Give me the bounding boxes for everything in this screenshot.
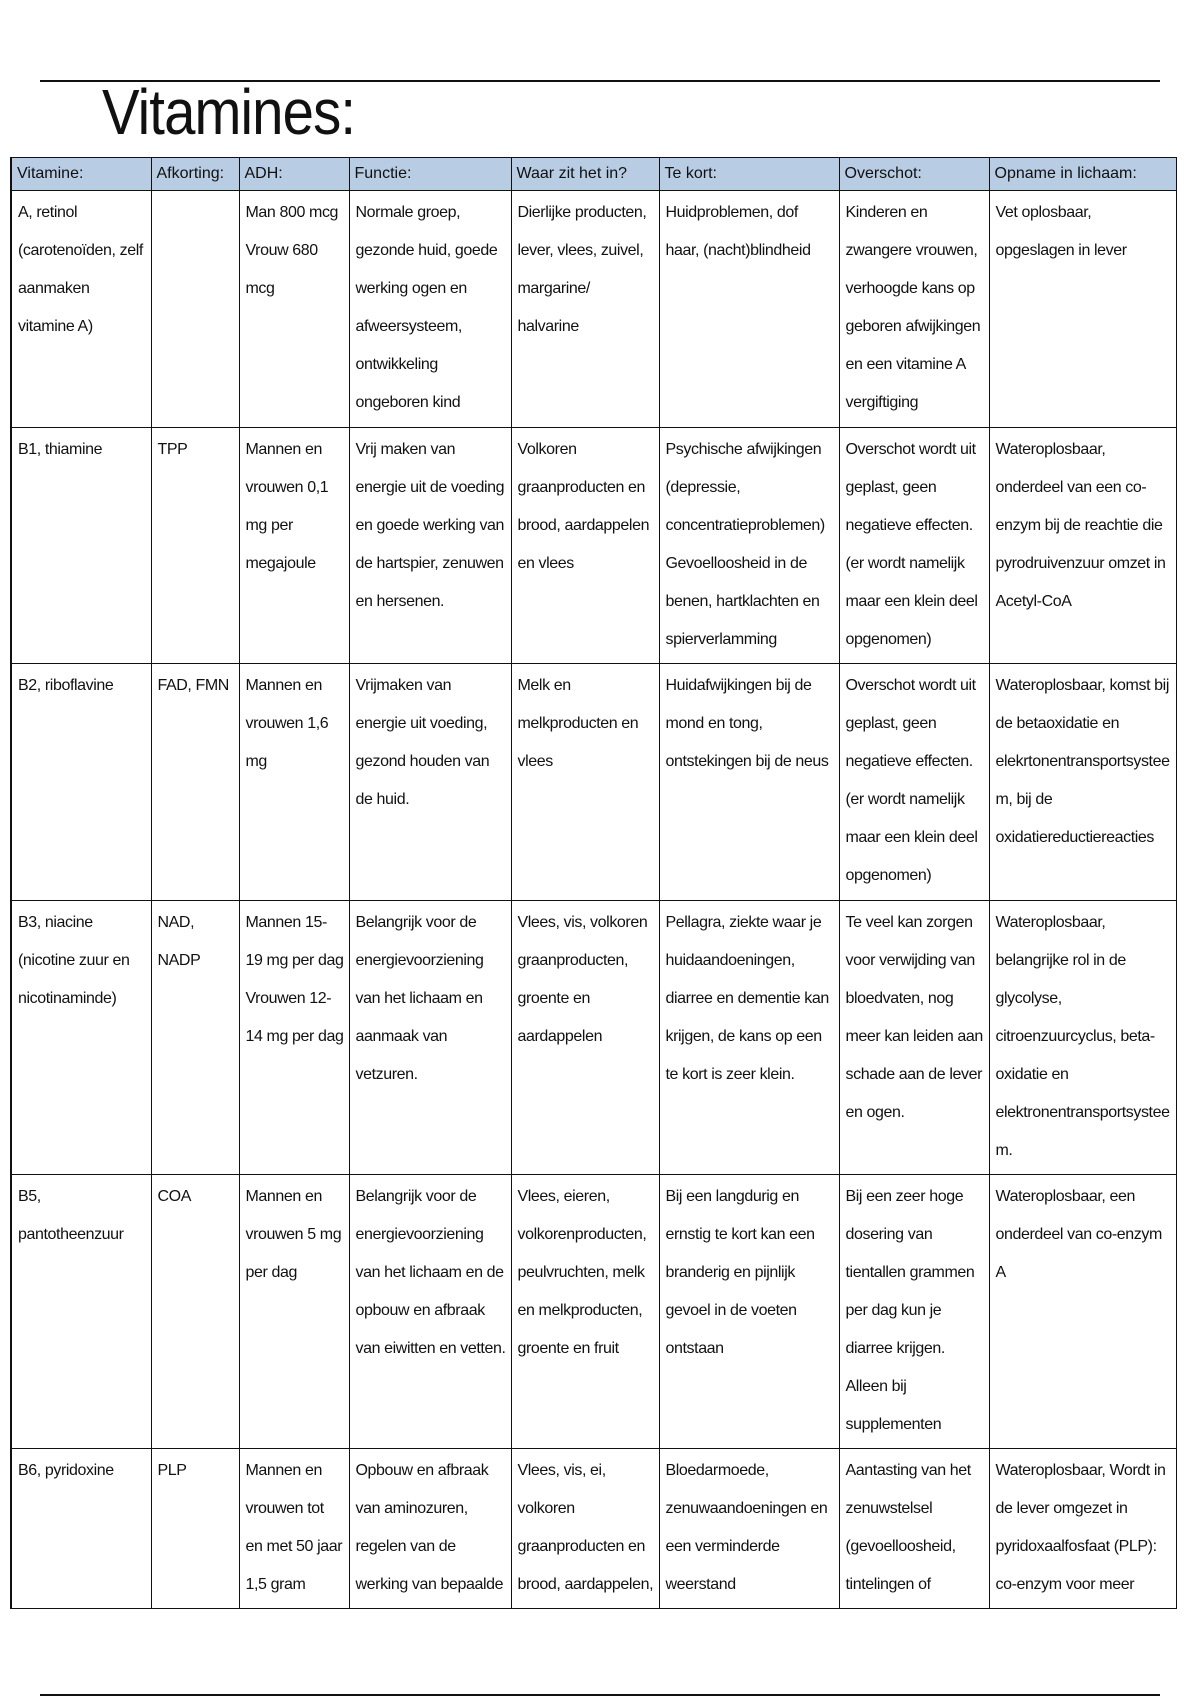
cell-opname	[989, 664, 1176, 901]
cell-text: Mannen 15-19 mg per dag Vrouwen 12-14 mg per dag	[245, 914, 344, 1045]
cell-te-kort	[659, 1175, 839, 1449]
cell-adh	[239, 1175, 349, 1449]
cell-text: B2, riboflavine	[18, 677, 114, 694]
cell-text: Man 800 mcg Vrouw 680 mcg	[245, 204, 339, 297]
cell-text: Bloedarmoede, zenuwaandoeningen en een verminderde weerstand	[665, 1462, 828, 1593]
header-opname: Opname in lichaam:	[989, 158, 1176, 191]
cell-text: Bij een zeer hoge dosering van tientallen grammen per dag kun je diarree krijgen. Alleen bij supplementen	[845, 1188, 975, 1433]
bottom-rule	[40, 1694, 1160, 1696]
cell-adh	[239, 428, 349, 664]
cell-text: Vrij maken van energie uit de voeding en goede werking van de hartspier, zenuwen en hersenen.	[355, 441, 505, 610]
cell-opname	[989, 1175, 1176, 1449]
cell-text: Mannen en vrouwen tot en met 50 jaar 1,5 gram	[245, 1462, 343, 1593]
cell-vitamine	[11, 664, 151, 901]
cell-overschot	[839, 428, 989, 664]
cell-waar-zit-het-in	[511, 428, 659, 664]
cell-text: Belangrijk voor de energievoorziening van het lichaam en aanmaak van vetzuren.	[355, 914, 484, 1083]
cell-text: Wateroplosbaar, Wordt in de lever omgezet in pyridoxaalfosfaat (PLP): co-enzym voor meer	[995, 1462, 1166, 1593]
cell-text: B3, niacine (nicotine zuur en nicotinaminde)	[18, 914, 130, 1007]
cell-overschot	[839, 664, 989, 901]
cell-text: B5, pantotheenzuur	[18, 1188, 124, 1243]
vitamins-table	[10, 157, 1177, 1609]
header-afkorting: Afkorting:	[151, 158, 239, 191]
cell-text: Huidafwijkingen bij de mond en tong, ontstekingen bij de neus	[665, 677, 829, 770]
cell-text: Belangrijk voor de energievoorziening van het lichaam en de opbouw en afbraak van eiwitten en vetten.	[355, 1188, 506, 1357]
cell-functie	[349, 901, 511, 1175]
cell-functie	[349, 1175, 511, 1449]
cell-text: A, retinol (carotenoïden, zelf aanmaken vitamine A)	[18, 204, 143, 335]
cell-vitamine	[11, 1449, 151, 1609]
cell-text: NAD, NADP	[157, 914, 201, 969]
table-row	[11, 901, 1176, 1175]
cell-text: TPP	[157, 441, 188, 458]
cell-text: Mannen en vrouwen 1,6 mg	[245, 677, 329, 770]
cell-text: Wateroplosbaar, belangrijke rol in de glycolyse, citroenzuurcyclus, beta-oxidatie en elektronentransportsysteem.	[995, 914, 1170, 1159]
cell-waar-zit-het-in	[511, 191, 659, 428]
table-row	[11, 191, 1176, 428]
cell-waar-zit-het-in	[511, 1175, 659, 1449]
cell-overschot	[839, 901, 989, 1175]
cell-functie	[349, 191, 511, 428]
cell-adh	[239, 901, 349, 1175]
cell-text: Aantasting van het zenuwstelsel (gevoelloosheid, tintelingen of	[845, 1462, 971, 1593]
cell-text: Melk en melkproducten en vlees	[517, 677, 639, 770]
cell-text: Vrijmaken van energie uit voeding, gezond houden van de huid.	[355, 677, 490, 808]
cell-text: Overschot wordt uit geplast, geen negatieve effecten. (er wordt namelijk maar een klein deel opgenomen)	[845, 677, 978, 884]
cell-afkorting	[151, 1449, 239, 1609]
cell-text: Te veel kan zorgen voor verwijding van bloedvaten, nog meer kan leiden aan schade aan de lever en ogen.	[845, 914, 983, 1121]
cell-text: B6, pyridoxine	[18, 1462, 114, 1479]
cell-te-kort	[659, 901, 839, 1175]
cell-te-kort	[659, 191, 839, 428]
cell-text: Huidproblemen, dof haar, (nacht)blindheid	[665, 204, 811, 259]
cell-functie	[349, 1449, 511, 1609]
cell-te-kort	[659, 1449, 839, 1609]
cell-text: Wateroplosbaar, onderdeel van een co-enzym bij de reachtie die pyrodruivenzuur omzet in Acetyl-CoA	[995, 441, 1166, 610]
cell-adh	[239, 664, 349, 901]
cell-afkorting	[151, 428, 239, 664]
cell-vitamine	[11, 901, 151, 1175]
cell-opname	[989, 191, 1176, 428]
cell-text: Kinderen en zwangere vrouwen, verhoogde kans op geboren afwijkingen en een vitamine A vergiftiging	[845, 204, 981, 411]
cell-overschot	[839, 1175, 989, 1449]
cell-text: Pellagra, ziekte waar je huidaandoeningen, diarree en dementie kan krijgen, de kans op een te kort is zeer klein.	[665, 914, 829, 1083]
cell-text: Bij een langdurig en ernstig te kort kan een branderig en pijnlijk gevoel in de voeten ontstaan	[665, 1188, 815, 1357]
cell-overschot	[839, 191, 989, 428]
cell-overschot	[839, 1449, 989, 1609]
cell-te-kort	[659, 664, 839, 901]
cell-text: Mannen en vrouwen 0,1 mg per megajoule	[245, 441, 329, 572]
cell-opname	[989, 428, 1176, 664]
table-row	[11, 1449, 1176, 1609]
cell-text: Wateroplosbaar, komst bij de betaoxidatie en elekrtonentransportsysteem, bij de oxidatiereductiereacties	[995, 677, 1170, 846]
cell-text: Volkoren graanproducten en brood, aardappelen en vlees	[517, 441, 650, 572]
cell-functie	[349, 428, 511, 664]
table-row	[11, 428, 1176, 664]
cell-text: Vlees, eieren, volkorenproducten, peulvruchten, melk en melkproducten, groente en fruit	[517, 1188, 647, 1357]
cell-text: Overschot wordt uit geplast, geen negatieve effecten. (er wordt namelijk maar een klein deel opgenomen)	[845, 441, 978, 648]
header-waar-zit-het-in: Waar zit het in?	[511, 158, 659, 191]
cell-te-kort	[659, 428, 839, 664]
cell-functie	[349, 664, 511, 901]
cell-text: Mannen en vrouwen 5 mg per dag	[245, 1188, 342, 1281]
cell-afkorting	[151, 1175, 239, 1449]
cell-text: Dierlijke producten, lever, vlees, zuivel, margarine/ halvarine	[517, 204, 647, 335]
cell-adh	[239, 1449, 349, 1609]
table-row	[11, 1175, 1176, 1449]
cell-text: FAD, FMN	[157, 677, 229, 694]
cell-text: Vet oplosbaar, opgeslagen in lever	[995, 204, 1127, 259]
cell-afkorting	[151, 901, 239, 1175]
cell-vitamine	[11, 428, 151, 664]
table-header-row	[11, 158, 1176, 191]
cell-text: Psychische afwijkingen (depressie, concentratieproblemen) Gevoelloosheid in de benen, hartklachten en spierverlamming	[665, 441, 825, 648]
cell-afkorting	[151, 191, 239, 428]
cell-text: Vlees, vis, ei, volkoren graanproducten en brood, aardappelen,	[517, 1462, 654, 1593]
page-title: Vitamines:	[102, 76, 356, 148]
cell-adh	[239, 191, 349, 428]
cell-text: Wateroplosbaar, een onderdeel van co-enzym A	[995, 1188, 1162, 1281]
cell-waar-zit-het-in	[511, 1449, 659, 1609]
cell-text: PLP	[157, 1462, 187, 1479]
cell-text: B1, thiamine	[18, 441, 103, 458]
cell-opname	[989, 901, 1176, 1175]
cell-text: COA	[157, 1188, 191, 1205]
header-te-kort: Te kort:	[659, 158, 839, 191]
cell-opname	[989, 1449, 1176, 1609]
table-row	[11, 664, 1176, 901]
cell-waar-zit-het-in	[511, 664, 659, 901]
cell-vitamine	[11, 1175, 151, 1449]
cell-vitamine	[11, 191, 151, 428]
cell-afkorting	[151, 664, 239, 901]
cell-text: Vlees, vis, volkoren graanproducten, groente en aardappelen	[517, 914, 648, 1045]
header-overschot: Overschot:	[839, 158, 989, 191]
cell-waar-zit-het-in	[511, 901, 659, 1175]
header-adh: ADH:	[239, 158, 349, 191]
cell-text: Normale groep, gezonde huid, goede werking ogen en afweersysteem, ontwikkeling ongeboren kind	[355, 204, 498, 411]
header-functie: Functie:	[349, 158, 511, 191]
header-vitamine: Vitamine:	[11, 158, 151, 191]
cell-text: Opbouw en afbraak van aminozuren, regelen van de werking van bepaalde	[355, 1462, 504, 1593]
